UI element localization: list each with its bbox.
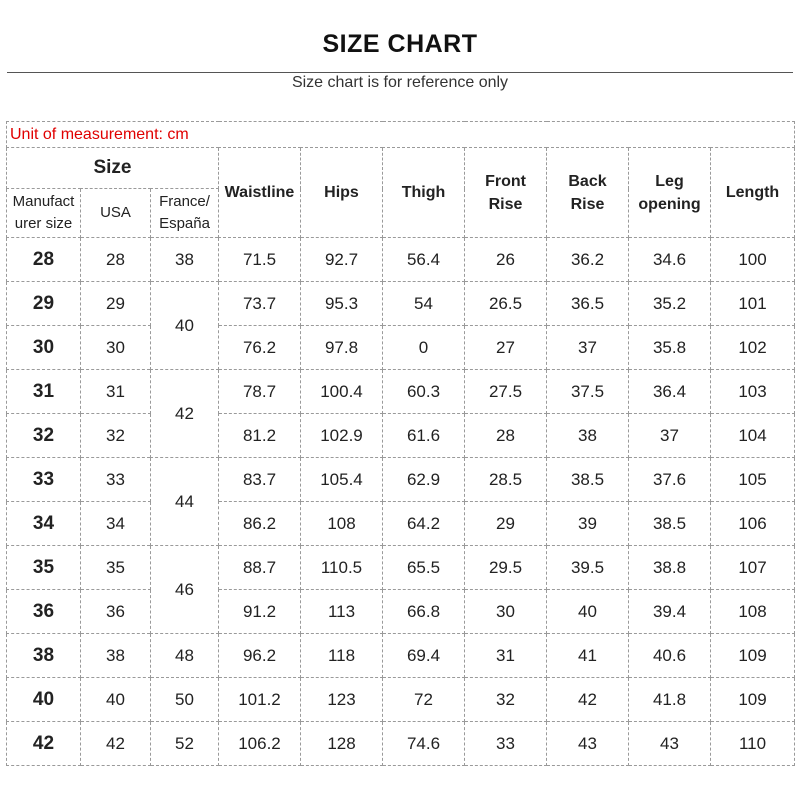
cell-length: 102 — [711, 326, 795, 370]
cell-leg-opening: 40.6 — [629, 634, 711, 678]
cell-thigh: 64.2 — [383, 502, 465, 546]
cell-back-rise: 37.5 — [547, 370, 629, 414]
header-hips: Hips — [301, 148, 383, 238]
cell-hips: 118 — [301, 634, 383, 678]
cell-waistline: 73.7 — [219, 282, 301, 326]
table-row — [7, 458, 795, 502]
cell-waistline: 76.2 — [219, 326, 301, 370]
cell-hips: 110.5 — [301, 546, 383, 590]
cell-waistline: 86.2 — [219, 502, 301, 546]
cell-usa-size: 28 — [81, 238, 151, 282]
cell-leg-opening: 37.6 — [629, 458, 711, 502]
cell-leg-opening: 36.4 — [629, 370, 711, 414]
cell-front-rise: 30 — [465, 590, 547, 634]
cell-usa-size: 36 — [81, 590, 151, 634]
cell-manufacturer-size: 30 — [7, 326, 81, 370]
cell-length: 109 — [711, 634, 795, 678]
size-chart-table — [6, 121, 795, 766]
cell-front-rise: 26 — [465, 238, 547, 282]
cell-manufacturer-size: 35 — [7, 546, 81, 590]
unit-label: Unit of measurement: cm — [7, 122, 795, 148]
cell-front-rise: 31 — [465, 634, 547, 678]
cell-manufacturer-size: 28 — [7, 238, 81, 282]
cell-usa-size: 42 — [81, 722, 151, 766]
cell-hips: 113 — [301, 590, 383, 634]
cell-leg-opening: 43 — [629, 722, 711, 766]
cell-hips: 92.7 — [301, 238, 383, 282]
cell-back-rise: 41 — [547, 634, 629, 678]
cell-back-rise: 39.5 — [547, 546, 629, 590]
cell-france-espana-size: 40 — [151, 282, 219, 370]
cell-length: 103 — [711, 370, 795, 414]
cell-thigh: 69.4 — [383, 634, 465, 678]
cell-leg-opening: 39.4 — [629, 590, 711, 634]
cell-manufacturer-size: 32 — [7, 414, 81, 458]
cell-length: 110 — [711, 722, 795, 766]
cell-back-rise: 38 — [547, 414, 629, 458]
cell-waistline: 106.2 — [219, 722, 301, 766]
cell-france-espana-size: 48 — [151, 634, 219, 678]
cell-france-espana-size: 42 — [151, 370, 219, 458]
cell-waistline: 91.2 — [219, 590, 301, 634]
cell-france-espana-size: 46 — [151, 546, 219, 634]
cell-hips: 128 — [301, 722, 383, 766]
cell-back-rise: 42 — [547, 678, 629, 722]
cell-waistline: 101.2 — [219, 678, 301, 722]
cell-front-rise: 29.5 — [465, 546, 547, 590]
cell-france-espana-size: 38 — [151, 238, 219, 282]
header-usa: USA — [81, 189, 151, 238]
page-subtitle: Size chart is for reference only — [291, 74, 509, 91]
table-row — [7, 634, 795, 678]
table-row — [7, 722, 795, 766]
cell-back-rise: 40 — [547, 590, 629, 634]
cell-manufacturer-size: 29 — [7, 282, 81, 326]
cell-thigh: 66.8 — [383, 590, 465, 634]
cell-back-rise: 37 — [547, 326, 629, 370]
cell-hips: 123 — [301, 678, 383, 722]
table-row — [7, 370, 795, 414]
cell-thigh: 65.5 — [383, 546, 465, 590]
cell-thigh: 72 — [383, 678, 465, 722]
cell-france-espana-size: 50 — [151, 678, 219, 722]
cell-manufacturer-size: 42 — [7, 722, 81, 766]
cell-leg-opening: 38.5 — [629, 502, 711, 546]
cell-waistline: 88.7 — [219, 546, 301, 590]
cell-length: 104 — [711, 414, 795, 458]
cell-thigh: 62.9 — [383, 458, 465, 502]
cell-back-rise: 36.2 — [547, 238, 629, 282]
cell-thigh: 74.6 — [383, 722, 465, 766]
cell-back-rise: 38.5 — [547, 458, 629, 502]
cell-waistline: 83.7 — [219, 458, 301, 502]
cell-waistline: 78.7 — [219, 370, 301, 414]
header-leg-opening: Leg opening — [629, 148, 711, 238]
cell-thigh: 60.3 — [383, 370, 465, 414]
header-back-rise: Back Rise — [547, 148, 629, 238]
cell-usa-size: 31 — [81, 370, 151, 414]
cell-back-rise: 39 — [547, 502, 629, 546]
cell-usa-size: 35 — [81, 546, 151, 590]
table-row — [7, 590, 795, 634]
table-row — [7, 282, 795, 326]
cell-thigh: 0 — [383, 326, 465, 370]
cell-front-rise: 27 — [465, 326, 547, 370]
cell-thigh: 61.6 — [383, 414, 465, 458]
table-row — [7, 238, 795, 282]
cell-back-rise: 36.5 — [547, 282, 629, 326]
cell-hips: 108 — [301, 502, 383, 546]
cell-usa-size: 29 — [81, 282, 151, 326]
cell-france-espana-size: 44 — [151, 458, 219, 546]
cell-manufacturer-size: 40 — [7, 678, 81, 722]
cell-hips: 100.4 — [301, 370, 383, 414]
cell-length: 108 — [711, 590, 795, 634]
cell-leg-opening: 35.8 — [629, 326, 711, 370]
cell-front-rise: 28.5 — [465, 458, 547, 502]
cell-usa-size: 40 — [81, 678, 151, 722]
header-front-rise: Front Rise — [465, 148, 547, 238]
cell-length: 100 — [711, 238, 795, 282]
cell-waistline: 71.5 — [219, 238, 301, 282]
cell-leg-opening: 35.2 — [629, 282, 711, 326]
cell-back-rise: 43 — [547, 722, 629, 766]
cell-length: 109 — [711, 678, 795, 722]
table-row — [7, 414, 795, 458]
cell-leg-opening: 37 — [629, 414, 711, 458]
cell-manufacturer-size: 34 — [7, 502, 81, 546]
header-thigh: Thigh — [383, 148, 465, 238]
cell-front-rise: 26.5 — [465, 282, 547, 326]
cell-usa-size: 30 — [81, 326, 151, 370]
cell-length: 105 — [711, 458, 795, 502]
cell-thigh: 54 — [383, 282, 465, 326]
table-row — [7, 326, 795, 370]
cell-manufacturer-size: 38 — [7, 634, 81, 678]
cell-usa-size: 34 — [81, 502, 151, 546]
cell-usa-size: 33 — [81, 458, 151, 502]
header-manufacturer-size: Manufact urer size — [7, 189, 81, 238]
header-france-espana: France/ España — [151, 189, 219, 238]
cell-leg-opening: 34.6 — [629, 238, 711, 282]
cell-manufacturer-size: 36 — [7, 590, 81, 634]
cell-hips: 102.9 — [301, 414, 383, 458]
table-row — [7, 546, 795, 590]
cell-length: 107 — [711, 546, 795, 590]
cell-length: 101 — [711, 282, 795, 326]
table-row — [7, 502, 795, 546]
cell-hips: 95.3 — [301, 282, 383, 326]
header-length: Length — [711, 148, 795, 238]
cell-front-rise: 29 — [465, 502, 547, 546]
page-title: SIZE CHART — [322, 30, 478, 58]
cell-leg-opening: 38.8 — [629, 546, 711, 590]
cell-front-rise: 28 — [465, 414, 547, 458]
cell-usa-size: 38 — [81, 634, 151, 678]
cell-usa-size: 32 — [81, 414, 151, 458]
cell-front-rise: 27.5 — [465, 370, 547, 414]
cell-manufacturer-size: 33 — [7, 458, 81, 502]
cell-hips: 97.8 — [301, 326, 383, 370]
cell-waistline: 81.2 — [219, 414, 301, 458]
cell-manufacturer-size: 31 — [7, 370, 81, 414]
cell-hips: 105.4 — [301, 458, 383, 502]
cell-front-rise: 32 — [465, 678, 547, 722]
table-row — [7, 678, 795, 722]
header-waistline: Waistline — [219, 148, 301, 238]
cell-france-espana-size: 52 — [151, 722, 219, 766]
cell-front-rise: 33 — [465, 722, 547, 766]
cell-leg-opening: 41.8 — [629, 678, 711, 722]
size-chart-body — [7, 122, 795, 766]
title-divider — [7, 72, 793, 73]
cell-waistline: 96.2 — [219, 634, 301, 678]
size-group-header: Size — [7, 148, 219, 189]
cell-thigh: 56.4 — [383, 238, 465, 282]
cell-length: 106 — [711, 502, 795, 546]
